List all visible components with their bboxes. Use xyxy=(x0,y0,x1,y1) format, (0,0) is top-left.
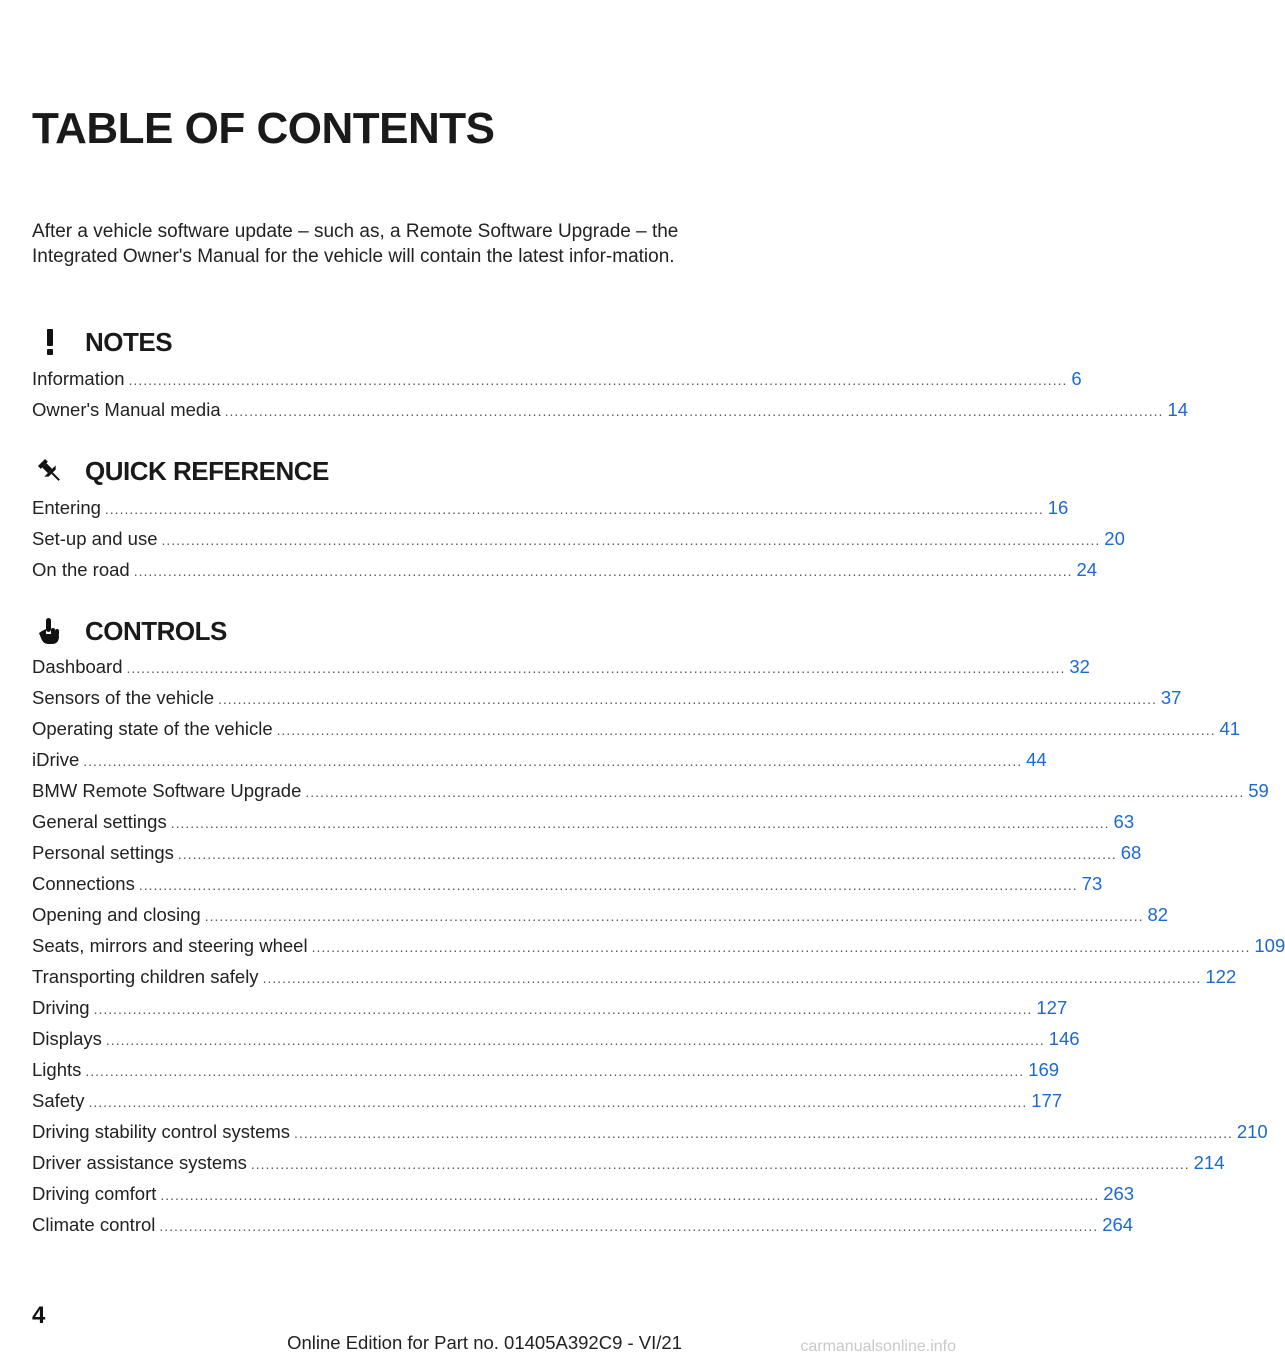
leader-dots: ................................................................................................................................................................................................ xyxy=(294,1125,1233,1141)
toc-page-link[interactable]: 73 xyxy=(1081,873,1103,894)
toc-entry-label: Owner's Manual media xyxy=(32,399,221,420)
toc-entry-label: Displays xyxy=(32,1028,102,1049)
toc-page-link[interactable]: 20 xyxy=(1104,528,1125,549)
toc-page-link[interactable]: 63 xyxy=(1113,811,1135,832)
toc-entry-idrive[interactable] xyxy=(32,747,1047,773)
toc-page-link[interactable]: 14 xyxy=(1167,399,1189,420)
leader-dots: ................................................................................................................................................................................................ xyxy=(161,532,1101,548)
toc-entry-label: Driver assistance systems xyxy=(32,1152,247,1173)
intro-text: After a vehicle software update – such as, a Remote Software Upgrade – the Integrated Owner's Manual for the vehicle will contain the latest infor-mation. xyxy=(32,221,679,267)
leader-dots: ................................................................................................................................................................................................ xyxy=(83,753,1023,769)
leader-dots: ................................................................................................................................................................................................ xyxy=(224,403,1164,419)
toc-entry-label: Personal settings xyxy=(32,842,174,863)
toc-page-link[interactable]: 127 xyxy=(1036,997,1068,1018)
toc-page-link[interactable]: 109 xyxy=(1254,935,1285,956)
leader-dots: ................................................................................................................................................................................................ xyxy=(85,1063,1025,1079)
page-title: TABLE OF CONTENTS xyxy=(32,104,495,153)
toc-entry-safety[interactable] xyxy=(32,1088,1063,1114)
toc-entry-label: Driving stability control systems xyxy=(32,1121,291,1142)
toc-page-link[interactable]: 59 xyxy=(1248,780,1269,801)
toc-entry-displays[interactable] xyxy=(32,1026,1080,1052)
leader-dots: ................................................................................................................................................................................................ xyxy=(170,815,1110,831)
toc-page-link[interactable]: 41 xyxy=(1219,718,1241,739)
toc-entry-label: Dashboard xyxy=(32,656,123,677)
leader-dots: ................................................................................................................................................................................................ xyxy=(276,722,1216,738)
leader-dots: ................................................................................................................................................................................................ xyxy=(93,1001,1033,1017)
toc-entry-label: Information xyxy=(32,368,125,389)
toc-entry-on-the-road[interactable] xyxy=(32,557,1098,583)
leader-dots: ................................................................................................................................................................................................ xyxy=(262,970,1202,986)
leader-dots: ................................................................................................................................................................................................ xyxy=(250,1156,1190,1172)
leader-dots: ................................................................................................................................................................................................ xyxy=(204,908,1144,924)
toc-entry-owners-manual-media[interactable] xyxy=(32,397,1189,423)
leader-dots: ................................................................................................................................................................................................ xyxy=(104,501,1044,517)
toc-entry-transporting-children[interactable] xyxy=(32,964,1237,990)
toc-entry-label: Driving comfort xyxy=(32,1183,157,1204)
toc-entry-connections[interactable] xyxy=(32,871,1103,897)
toc-entry-label: Set-up and use xyxy=(32,528,158,549)
toc-page-link[interactable]: 264 xyxy=(1102,1214,1134,1235)
toc-entry-set-up-and-use[interactable] xyxy=(32,526,1125,552)
toc-entry-label: Seats, mirrors and steering wheel xyxy=(32,935,308,956)
toc-entry-label: Transporting children safely xyxy=(32,966,259,987)
section-title: CONTROLS xyxy=(85,615,227,646)
toc-entry-climate-control[interactable] xyxy=(32,1212,1134,1238)
toc-entry-personal-settings[interactable] xyxy=(32,840,1142,866)
edition-footer: Online Edition for Part no. 01405A392C9 - VI/21 xyxy=(287,1332,682,1353)
toc-entry-remote-software-upgrade[interactable] xyxy=(32,778,1269,804)
toc-entry-general-settings[interactable] xyxy=(32,809,1135,835)
toc-entry-label: BMW Remote Software Upgrade xyxy=(32,780,302,801)
toc-entry-seats-mirrors[interactable] xyxy=(32,933,1285,959)
section-heading-quick-reference xyxy=(32,455,692,487)
toc-entry-driver-assistance[interactable] xyxy=(32,1150,1225,1176)
toc-page-link[interactable]: 177 xyxy=(1031,1090,1063,1111)
section-title: QUICK REFERENCE xyxy=(85,455,329,486)
toc-page-link[interactable]: 82 xyxy=(1147,904,1169,925)
leader-dots: ................................................................................................................................................................................................ xyxy=(128,372,1068,388)
leader-dots: ................................................................................................................................................................................................ xyxy=(311,939,1251,955)
toc-entry-label: Opening and closing xyxy=(32,904,201,925)
leader-dots: ................................................................................................................................................................................................ xyxy=(133,563,1073,579)
toc-entry-label: Connections xyxy=(32,873,135,894)
toc-page-link[interactable]: 16 xyxy=(1047,497,1069,518)
pushpin-icon xyxy=(32,455,68,487)
toc-entry-label: Climate control xyxy=(32,1214,156,1235)
toc-page-link[interactable]: 68 xyxy=(1120,842,1142,863)
leader-dots: ................................................................................................................................................................................................ xyxy=(159,1218,1099,1234)
toc-page-link[interactable]: 24 xyxy=(1076,559,1098,580)
toc-page-link[interactable]: 214 xyxy=(1193,1152,1225,1173)
toc-entry-label: Driving xyxy=(32,997,90,1018)
toc-page-link[interactable]: 263 xyxy=(1103,1183,1135,1204)
leader-dots: ................................................................................................................................................................................................ xyxy=(305,784,1245,800)
watermark: carmanualsonline.info xyxy=(800,1338,956,1355)
toc-page-link[interactable]: 44 xyxy=(1026,749,1047,770)
toc-entry-label: Operating state of the vehicle xyxy=(32,718,273,739)
toc-entry-entering[interactable] xyxy=(32,495,1069,521)
toc-entry-label: iDrive xyxy=(32,749,80,770)
toc-entry-driving[interactable] xyxy=(32,995,1068,1021)
leader-dots: ................................................................................................................................................................................................ xyxy=(105,1032,1045,1048)
toc-entry-label: Lights xyxy=(32,1059,82,1080)
section-title: NOTES xyxy=(85,326,173,357)
toc-entry-dashboard[interactable] xyxy=(32,654,1090,680)
leader-dots: ................................................................................................................................................................................................ xyxy=(218,691,1157,707)
section-heading-notes xyxy=(32,326,692,358)
toc-entry-label: On the road xyxy=(32,559,130,580)
pointing-hand-icon xyxy=(32,615,68,647)
page-number: 4 xyxy=(32,1302,46,1329)
toc-entry-stability-control[interactable] xyxy=(32,1119,1268,1145)
exclamation-icon xyxy=(32,326,68,358)
toc-page-link[interactable]: 6 xyxy=(1071,368,1082,389)
leader-dots: ................................................................................................................................................................................................ xyxy=(126,660,1066,676)
toc-entry-label: General settings xyxy=(32,811,167,832)
toc-entry-label: Sensors of the vehicle xyxy=(32,687,215,708)
toc-entry-label: Safety xyxy=(32,1090,85,1111)
leader-dots: ................................................................................................................................................................................................ xyxy=(138,877,1078,893)
toc-entry-sensors[interactable] xyxy=(32,685,1182,711)
leader-dots: ................................................................................................................................................................................................ xyxy=(177,846,1117,862)
section-heading-controls xyxy=(32,615,692,647)
toc-entry-operating-state[interactable] xyxy=(32,716,1241,742)
toc-page-link[interactable]: 146 xyxy=(1048,1028,1080,1049)
toc-entry-driving-comfort[interactable] xyxy=(32,1181,1135,1207)
toc-page-link[interactable]: 37 xyxy=(1160,687,1182,708)
toc-page-link[interactable]: 32 xyxy=(1069,656,1090,677)
toc-entry-lights[interactable] xyxy=(32,1057,1060,1083)
leader-dots: ................................................................................................................................................................................................ xyxy=(160,1187,1100,1203)
toc-entry-opening-and-closing[interactable] xyxy=(32,902,1169,928)
toc-page-link[interactable]: 210 xyxy=(1236,1121,1268,1142)
toc-page-link[interactable]: 122 xyxy=(1205,966,1237,987)
toc-entry-label: Entering xyxy=(32,497,101,518)
leader-dots: ................................................................................................................................................................................................ xyxy=(88,1094,1028,1110)
toc-page-link[interactable]: 169 xyxy=(1028,1059,1060,1080)
toc-entry-information[interactable] xyxy=(32,366,1082,392)
